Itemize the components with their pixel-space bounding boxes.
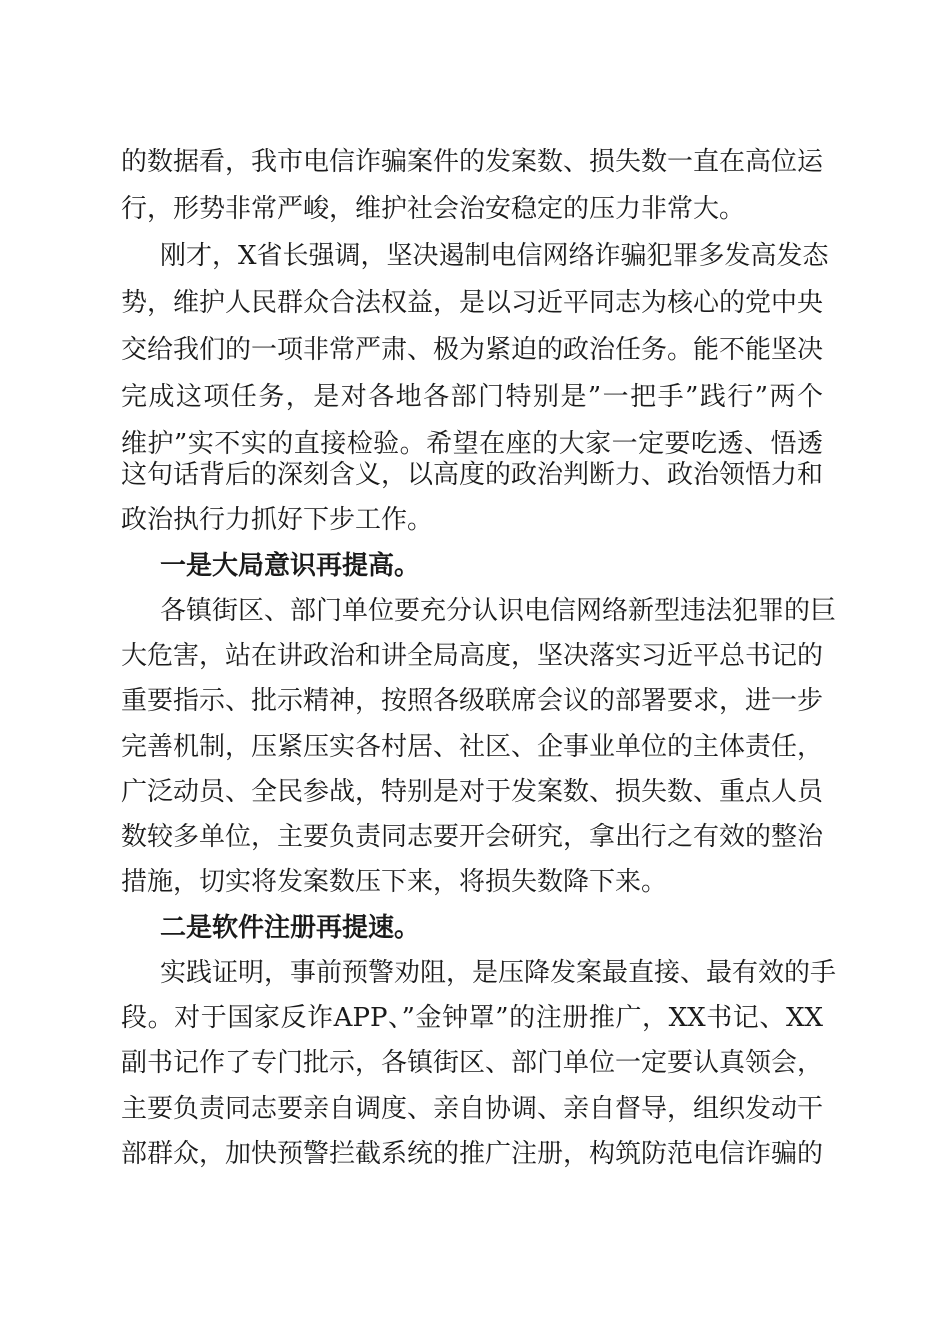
text-line: 政治执行力抓好下步工作。 — [121, 505, 434, 535]
text-line: 数较多单位，主要负责同志要开会研究，拿出行之有效的整治 — [121, 822, 824, 852]
paragraph-first-line: 各镇街区、部门单位要充分认识电信网络新型违法犯罪的巨 — [160, 596, 837, 626]
text-line: 段。对于国家反诈APP、”金钟罩”的注册推广，XX书记、XX — [121, 1003, 823, 1033]
text-line: 主要负责同志要亲自调度、亲自协调、亲自督导，组织发动干 — [121, 1094, 824, 1124]
paragraph-first-line: 刚才，X省长强调，坚决遏制电信网络诈骗犯罪多发高发态 — [160, 241, 829, 271]
text-line: 完成这项任务，是对各地各部门特别是”一把手”践行”两个 — [121, 382, 823, 412]
text-line: 广泛动员、全民参战，特别是对于发案数、损失数、重点人员 — [121, 777, 824, 807]
text-line: 的数据看，我市电信诈骗案件的发案数、损失数一直在高位运 — [121, 147, 824, 177]
text-line: 大危害，站在讲政治和讲全局高度，坚决落实习近平总书记的 — [121, 641, 824, 671]
text-line: 完善机制，压紧压实各村居、社区、企事业单位的主体责任， — [121, 732, 824, 762]
text-line: 副书记作了专门批示，各镇街区、部门单位一定要认真领会， — [121, 1048, 824, 1078]
text-line: 这句话背后的深刻含义，以高度的政治判断力、政治领悟力和 — [121, 460, 824, 490]
text-line: 措施，切实将发案数压下来，将损失数降下来。 — [121, 867, 668, 897]
text-line: 行，形势非常严峻，维护社会治安稳定的压力非常大。 — [121, 194, 746, 224]
section-heading-2: 二是软件注册再提速。 — [160, 913, 421, 943]
text-line: 重要指示、批示精神，按照各级联席会议的部署要求，进一步 — [121, 686, 824, 716]
text-line: 交给我们的一项非常严肃、极为紧迫的政治任务。能不能坚决 — [121, 335, 824, 365]
paragraph-first-line: 实践证明，事前预警劝阻，是压降发案最直接、最有效的手 — [160, 958, 837, 988]
text-line: 维护”实不实的直接检验。希望在座的大家一定要吃透、悟透 — [121, 429, 823, 459]
text-line: 部群众，加快预警拦截系统的推广注册，构筑防范电信诈骗的 — [121, 1139, 824, 1169]
text-line: 势，维护人民群众合法权益，是以习近平同志为核心的党中央 — [121, 288, 824, 318]
section-heading-1: 一是大局意识再提高。 — [160, 551, 421, 581]
